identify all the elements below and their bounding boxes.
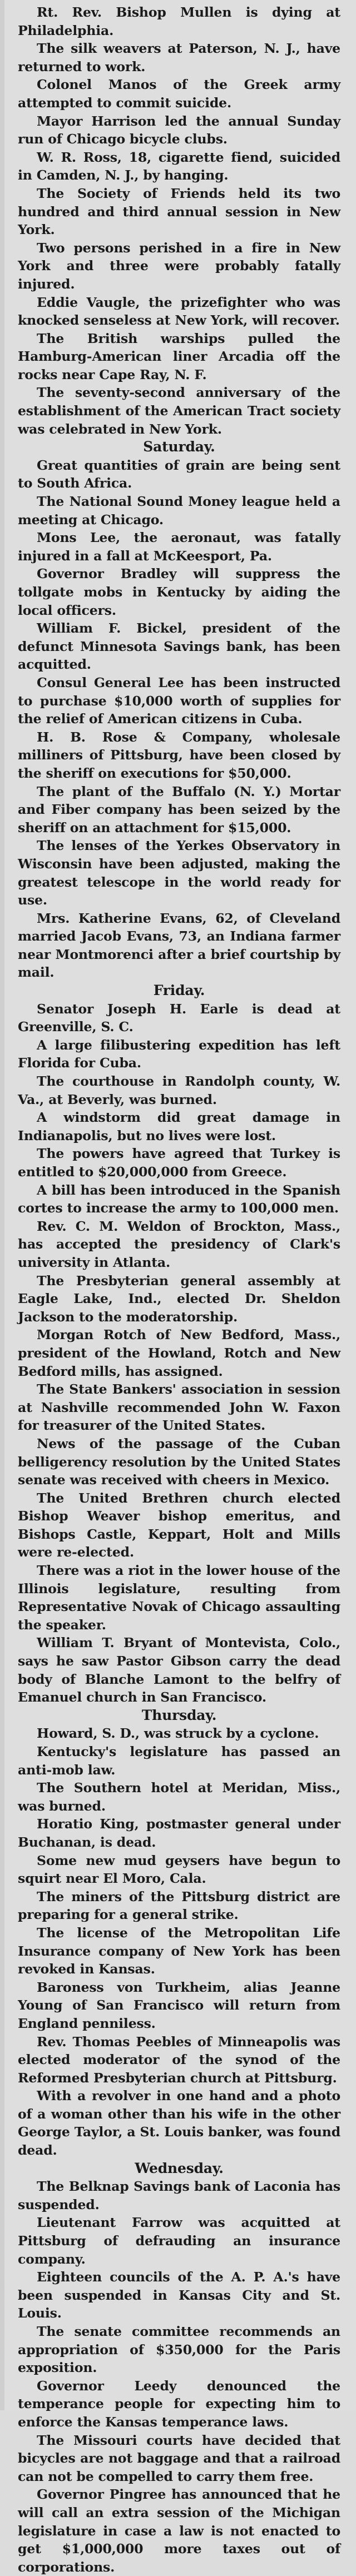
news-item: The Missouri courts have decided that bicycles are not baggage and that a railroad can not be compelled to carry them free. <box>18 2432 340 2484</box>
news-item: Howard, S. D., was struck by a cyclone. <box>37 1725 319 1742</box>
news-section <box>18 438 340 982</box>
news-item: Colonel Manos of the Greek army attempted to commit suicide. <box>18 77 340 111</box>
news-item: The courthouse in Randolph county, W. Va., at Beverly, was burned. <box>18 1073 340 1107</box>
news-section <box>18 982 340 1707</box>
news-item: The Southern hotel at Meridan, Miss., was burned. <box>18 1780 340 1814</box>
news-item: Rev. Thomas Peebles of Minneapolis was elected moderator of the synod of the Reformed Presbyterian church at Pittsburg. <box>18 2033 340 2086</box>
day-heading: Friday. <box>153 982 205 999</box>
news-item: The lenses of the Yerkes Observatory in Wisconsin have been adjusted, making the greatest telescope in the world ready for use. <box>18 838 340 908</box>
day-heading: Wednesday. <box>135 2160 224 2176</box>
news-item: The powers have agreed that Turkey is entitled to $20,000,000 from Greece. <box>18 1146 340 1180</box>
day-heading: Saturday. <box>143 439 215 455</box>
news-item: Kentucky's legislature has passed an anti-mob law. <box>18 1744 340 1778</box>
news-item: Two persons perished in a fire in New York and three were probably fatally injured. <box>18 240 340 292</box>
news-item: Governor Leedy denounced the temperance people for expecting him to enforce the Kansas temperance laws. <box>18 2378 340 2430</box>
day-heading: Thursday. <box>141 1707 217 1723</box>
news-item: William F. Bickel, president of the defunct Minnesota Savings bank, has been acquitted. <box>18 620 340 673</box>
news-section <box>18 3 340 438</box>
news-item: A bill has been introduced in the Spanish cortes to increase the army to 100,000 men. <box>18 1182 340 1216</box>
news-item: Horatio King, postmaster general under Buchanan, is dead. <box>18 1816 340 1850</box>
news-item: Great quantities of grain are being sent to South Africa. <box>18 457 340 491</box>
column-gutter <box>0 0 4 2410</box>
news-item: Senator Joseph H. Earle is dead at Greenville, S. C. <box>18 1001 340 1035</box>
news-item: Mayor Harrison led the annual Sunday run of Chicago bicycle clubs. <box>18 113 340 147</box>
news-item: Morgan Rotch of New Bedford, Mass., president of the Howland, Rotch and New Bedford mills, has assigned. <box>18 1327 340 1379</box>
news-item: The Presbyterian general assembly at Eagle Lake, Ind., elected Dr. Sheldon Jackson to the moderatorship. <box>18 1272 340 1325</box>
news-item: Some new mud geysers have begun to squirt near El Moro, Cala. <box>18 1852 340 1887</box>
news-item: W. R. Ross, 18, cigarette fiend, suicided in Camden, N. J., by hanging. <box>18 149 340 183</box>
news-item: The silk weavers at Paterson, N. J., have returned to work. <box>18 41 340 74</box>
news-item: News of the passage of the Cuban belligerency resolution by the United States senate was received with cheers in Mexico. <box>18 1435 340 1488</box>
news-item: The senate committee recommends an appropriation of $350,000 for the Paris exposition. <box>18 2324 340 2376</box>
news-item: Baroness von Turkheim, alias Jeanne Young of San Francisco will return from England penniless. <box>18 1979 340 2031</box>
news-section <box>18 1707 340 2160</box>
news-item: Mrs. Katherine Evans, 62, of Cleveland married Jacob Evans, 73, an Indiana farmer near Montmorenci after a brief courtship by mail. <box>18 910 340 981</box>
news-item: There was a riot in the lower house of the Illinois legislature, resulting from Representative Novak of Chicago assaulting the speaker. <box>18 1563 340 1633</box>
news-item: The seventy-second anniversary of the establishment of the American Tract society was celebrated in New York. <box>18 385 340 437</box>
news-item: The State Bankers' association in session at Nashville recommended John W. Faxon for treasurer of the United States. <box>18 1381 340 1434</box>
news-item: The Society of Friends held its two hundred and third annual session in New York. <box>18 185 340 238</box>
news-item: Governor Bradley will suppress the tollgate mobs in Kentucky by aiding the local officers. <box>18 566 340 618</box>
news-item: The miners of the Pittsburg district are preparing for a general strike. <box>18 1888 340 1923</box>
news-item: The British warships pulled the Hamburg-American liner Arcadia off the rocks near Cape Ray, N. F. <box>18 330 340 382</box>
news-section <box>18 2160 340 2576</box>
news-item: Lieutenant Farrow was acquitted at Pittsburg of defrauding an insurance company. <box>18 2215 340 2267</box>
news-item: The United Brethren church elected Bishop Weaver bishop emeritus, and Bishops Castle, Keppart, Holt and Mills were re-elected. <box>18 1490 340 1560</box>
news-item: The Belknap Savings bank of Laconia has suspended. <box>18 2179 340 2212</box>
news-item: Mons Lee, the aeronaut, was fatally injured in a fall at McKeesport, Pa. <box>18 530 340 564</box>
news-item: With a revolver in one hand and a photo of a woman other than his wife in the other George Taylor, a St. Louis banker, was found dead. <box>18 2088 340 2159</box>
news-item: H. B. Rose & Company, wholesale milliners of Pittsburg, have been closed by the sheriff on executions for $50,000. <box>18 729 340 781</box>
news-item: The license of the Metropolitan Life Insurance company of New York has been revoked in Kansas. <box>18 1924 340 1977</box>
news-item: Eddie Vaugle, the prizefighter who was knocked senseless at New York, will recover. <box>18 294 340 329</box>
news-item: Rt. Rev. Bishop Mullen is dying at Philadelphia. <box>18 4 340 38</box>
news-item: A windstorm did great damage in Indianapolis, but no lives were lost. <box>18 1110 340 1143</box>
news-item: The plant of the Buffalo (N. Y.) Mortar and Fiber company has been seized by the sheriff on an attachment for $15,000. <box>18 783 340 836</box>
news-item: William T. Bryant of Montevista, Colo., says he saw Pastor Gibson carry the dead body of Blanche Lamont to the belfry of Emanuel church in San Francisco. <box>18 1635 340 1705</box>
news-item: Governor Pingree has announced that he will call an extra session of the Michigan legislature in case a law is not enacted to get $1,000,000 more taxes out of corporations. <box>18 2487 340 2575</box>
news-item: The National Sound Money league held a meeting at Chicago. <box>18 494 340 528</box>
news-item: A large filibustering expedition has left Florida for Cuba. <box>18 1037 340 1071</box>
news-item: Consul General Lee has been instructed to purchase $10,000 worth of supplies for the relief of American citizens in Cuba. <box>18 674 340 727</box>
news-item: Eighteen councils of the A. P. A.'s have been suspended in Kansas City and St. Louis. <box>18 2269 340 2321</box>
news-item: Rev. C. M. Weldon of Brockton, Mass., has accepted the presidency of Clark's university in Atlanta. <box>18 1218 340 1270</box>
